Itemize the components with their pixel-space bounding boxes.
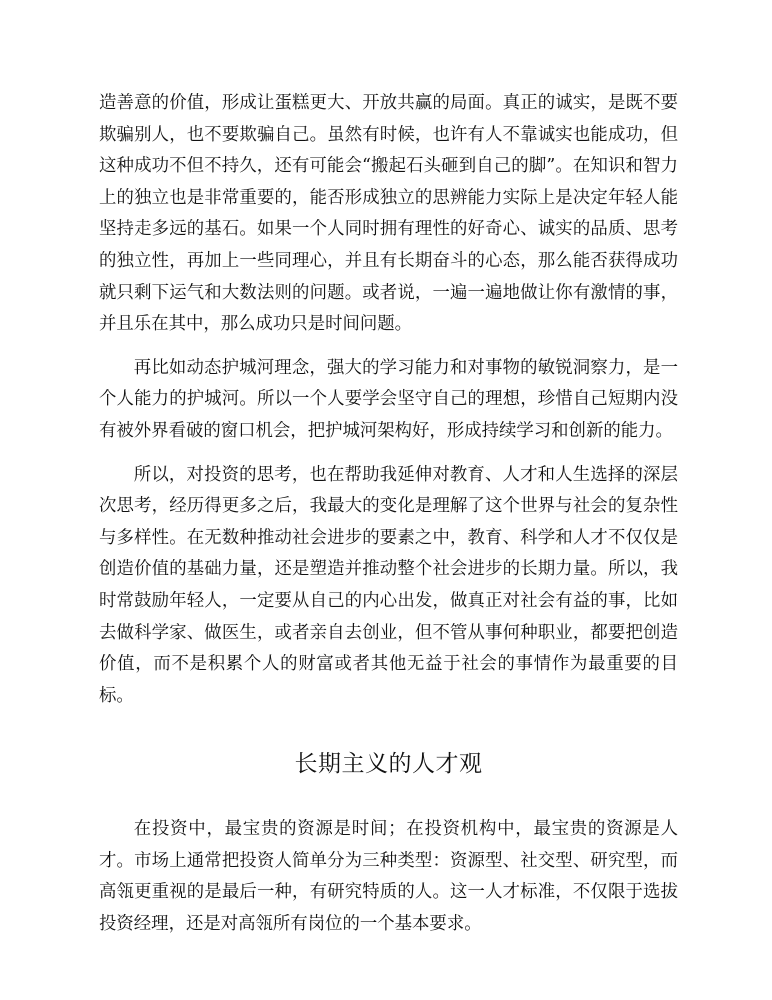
paragraph-moat: 再比如动态护城河理念，强大的学习能力和对事物的敏锐洞察力，是一个人能力的护城河。所以一个人要学会坚守自己的理想，珍惜自己短期内没有被外界看破的窗口机会，把护城河架构好，形成持续学习和创新的能力。: [99, 357, 678, 441]
paragraph-talent: 在投资中，最宝贵的资源是时间；在投资机构中，最宝贵的资源是人才。市场上通常把投资人简单分为三种类型：资源型、社交型、研究型，而高瓴更重视的是最后一种，有研究特质的人。这一人才标准，不仅限于选拔投资经理，还是对高瓴所有岗位的一个基本要求。: [99, 819, 678, 935]
document-page: [99, 88, 678, 953]
paragraph-investment-thinking: 所以，对投资的思考，也在帮助我延伸对教育、人才和人生选择的深层次思考，经历得更多之后，我最大的变化是理解了这个世界与社会的复杂性与多样性。在无数种推动社会进步的要素之中，教育、科学和人才不仅仅是创造价值的基础力量，还是塑造并推动整个社会进步的长期力量。所以，我时常鼓励年轻人，一定要从自己的内心出发，做真正对社会有益的事，比如去做科学家、做医生，或者亲自去创业，但不管从事何种职业，都要把创造价值，而不是积累个人的财富或者其他无益于社会的事情作为最重要的目标。: [99, 464, 678, 706]
section-title: 长期主义的人才观: [294, 751, 483, 778]
paragraph-continued: 造善意的价值，形成让蛋糕更大、开放共赢的局面。真正的诚实，是既不要欺骗别人，也不要欺骗自己。虽然有时候，也许有人不靠诚实也能成功，但这种成功不但不持久，还有可能会“搬起石头砸到自己的脚”。在知识和智力上的独立也是非常重要的，能否形成独立的思辨能力实际上是决定年轻人能坚持走多远的基石。如果一个人同时拥有理性的好奇心、诚实的品质、思考的独立性，再加上一些同理心，并且有长期奋斗的心态，那么能否获得成功就只剩下运气和大数法则的问题。或者说，一遍一遍地做让你有激情的事，并且乐在其中，那么成功只是时间问题。: [99, 93, 678, 335]
